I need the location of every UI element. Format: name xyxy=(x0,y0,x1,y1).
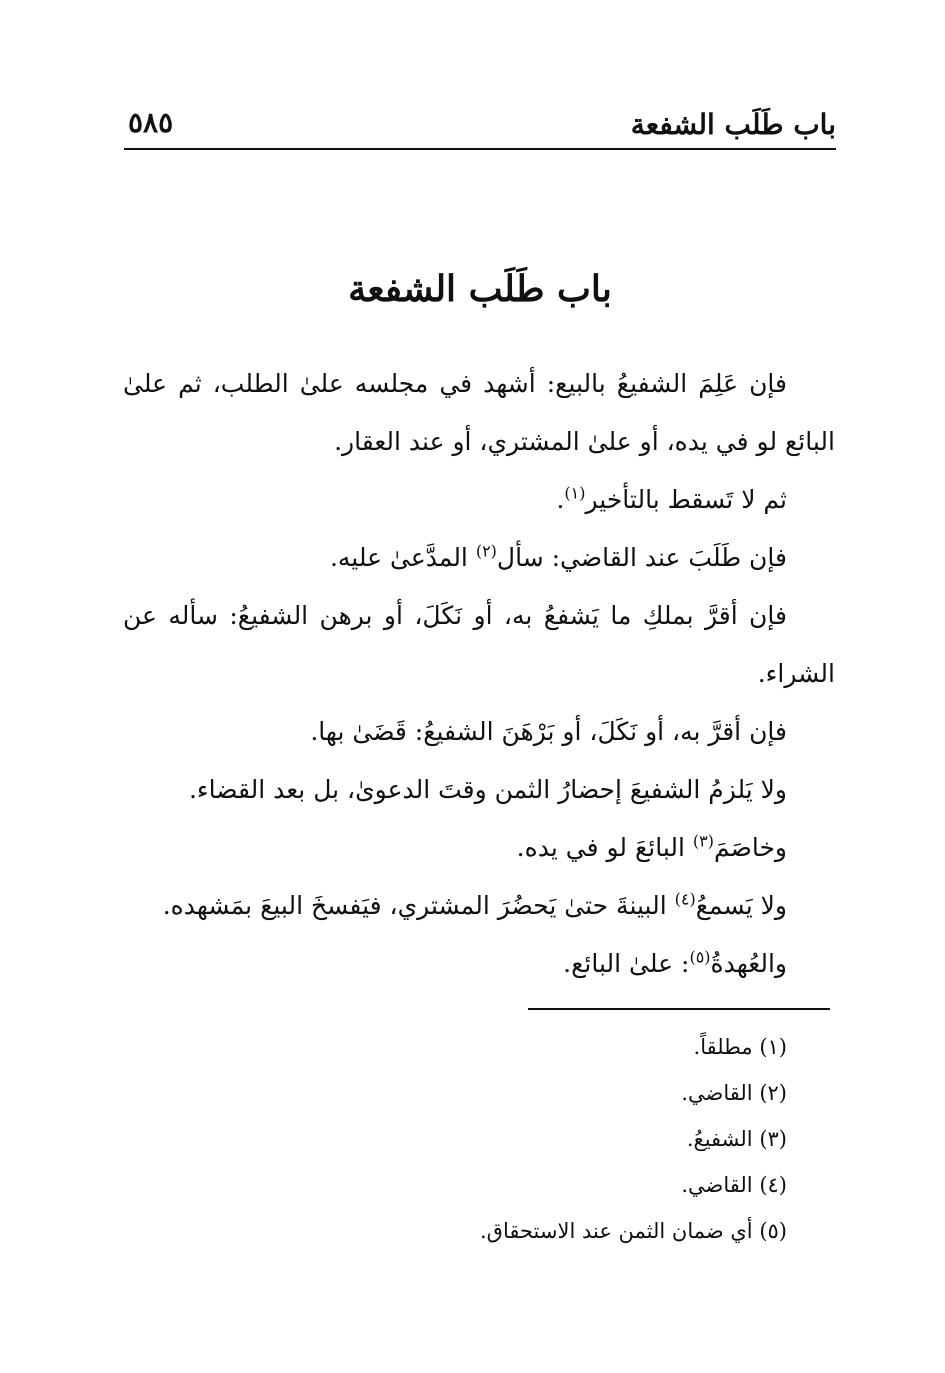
page-number: ٥٨٥ xyxy=(128,106,174,139)
paragraph-text: والعُهدةُ xyxy=(710,949,787,978)
footnote-marker: (٥) xyxy=(689,947,711,967)
running-header xyxy=(124,104,836,150)
footnote: (٤) القاضي. xyxy=(681,1173,787,1197)
footnotes xyxy=(167,1024,787,1254)
footnote-marker: (١) xyxy=(564,483,586,503)
footnote: (٣) الشفيعُ. xyxy=(686,1127,787,1151)
paragraph-text: ثم لا تَسقط بالتأخير xyxy=(585,485,787,514)
paragraph-text: فإن أقرَّ به، أو نَكَلَ، أو بَرْهَنَ الشفيعُ: قَضَىٰ بها. xyxy=(310,717,787,746)
paragraph-text: البائعَ لو في يده. xyxy=(516,833,693,862)
footnote: (٥) أي ضمان الثمن عند الاستحقاق. xyxy=(480,1219,787,1243)
footnote-separator xyxy=(528,1008,830,1010)
body-text xyxy=(123,355,835,993)
paragraph-text: البينةَ حتىٰ يَحضُرَ المشتري، فيَفسخَ البيعَ بمَشهده. xyxy=(162,891,675,920)
footnote-marker: (٢) xyxy=(475,541,497,561)
paragraph-text: ولا يَسمعُ xyxy=(695,891,787,920)
paragraph-text: فإن طَلَبَ عند القاضي: سأل xyxy=(496,543,787,572)
paragraph-text: فإن عَلِمَ الشفيعُ بالبيع: أشهد في مجلسه علىٰ الطلب، ثم علىٰ البائع لو في يده، أو علىٰ المشتري، أو عند العقار. xyxy=(123,369,835,456)
paragraph xyxy=(123,587,835,703)
paragraph xyxy=(123,529,835,587)
running-title: باب طَلَب الشفعة xyxy=(630,108,836,141)
footnote-marker: (٤) xyxy=(674,889,696,909)
paragraph xyxy=(123,935,835,993)
paragraph-text: . xyxy=(556,485,565,514)
footnote: (١) مطلقاً. xyxy=(693,1035,787,1059)
paragraph-text: فإن أقرَّ بملكِ ما يَشفعُ به، أو نَكَلَ، أو برهن الشفيعُ: سأله عن الشراء. xyxy=(123,601,835,688)
paragraph xyxy=(123,703,835,761)
paragraph xyxy=(123,877,835,935)
footnote-marker: (٣) xyxy=(692,831,714,851)
paragraph xyxy=(123,355,835,471)
paragraph xyxy=(123,471,835,529)
paragraph xyxy=(123,819,835,877)
paragraph-text: وخاصَمَ xyxy=(713,833,787,862)
paragraph-text: : علىٰ البائع. xyxy=(563,949,690,978)
paragraph-text: ولا يَلزمُ الشفيعَ إحضارُ الثمن وقتَ الدعوىٰ، بل بعد القضاء. xyxy=(188,775,787,804)
paragraph-text: المدَّعىٰ عليه. xyxy=(329,543,476,572)
paragraph xyxy=(123,761,835,819)
chapter-title: باب طَلَب الشفعة xyxy=(348,268,612,310)
footnote: (٢) القاضي. xyxy=(681,1081,787,1105)
